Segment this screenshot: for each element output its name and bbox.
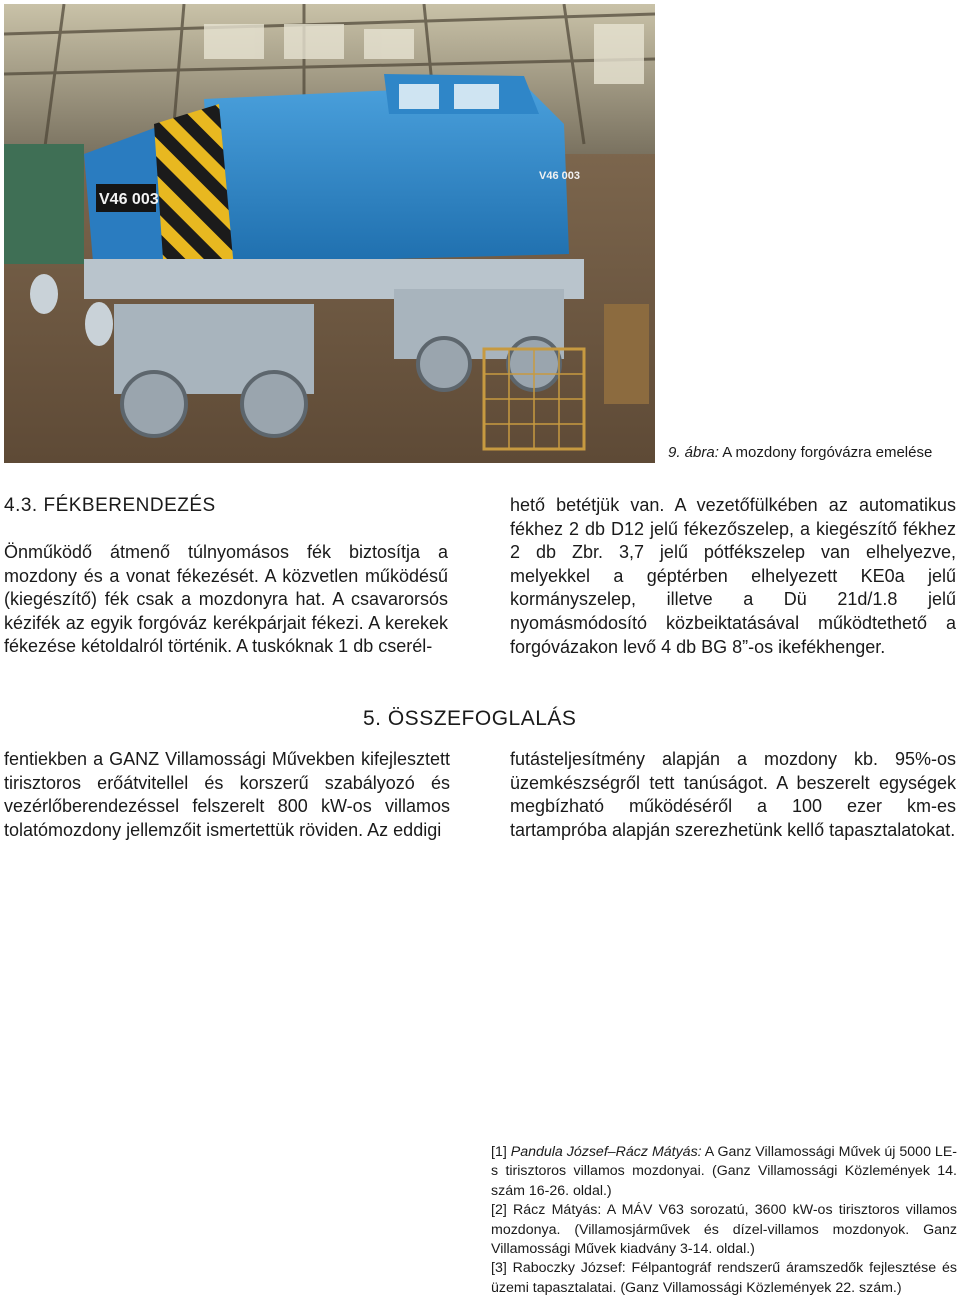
summary-text-right: futásteljesítmény alapján a mozdony kb. 95%-os üzemkészségről tett tanúságot. A beszerelt egységek megbízható működéséről a 100 ezer km-es tartampróba alapján szerezhetünk kellő tapasztalatokat. [510,749,956,840]
reference-item [491,1143,957,1201]
reference-authors: Pandula József–Rácz Mátyás: [510,1144,702,1160]
reference-text: A Ganz Villamossági Művek új 5000 LE-s tirisztoros villamos mozdonyai. (Ganz Villamossági Közlemények 14. szám 16-26. oldal.) [491,1144,958,1199]
figure-caption [668,444,958,461]
locomotive-photo [4,4,655,463]
reference-number: [2] [491,1202,514,1219]
reference-item [491,1201,957,1259]
summary-heading: 5. ÖSSZEFOGLALÁS [363,707,577,730]
loco-side-number: V46 003 [539,170,580,182]
brakes-heading: 4.3. FÉKBERENDEZÉS [4,495,216,516]
brakes-text-right: hető betétjük van. A vezetőfülkében az automatikus fékhez 2 db D12 jelű fékezőszelep, a kiegészítő fékhez 2 db Zbr. 3,7 jelű pótfékszelep van elhelyezve, melyekkel a géptérben elhelyezett KE0a jelű kormányszelep, illetve a Dü 21d/1.8 jelű nyomásmódosító közbeiktatásával működtethető a forgóvázakon levő 4 db BG 8”-os ikefékhenger. [510,495,956,657]
reference-item [491,1259,957,1298]
figure-caption-text: A mozdony forgóvázra emelése [718,444,933,461]
references-list [491,1143,957,1298]
reference-number: [3] [491,1260,513,1277]
loco-number-plate: V46 003 [99,191,159,208]
reference-text: Raboczky József: Félpantográf rendszerű áramszedők fejlesztése és üzemi tapasztalatai. (Ganz Villamossági Közlemények 22. szám.) [491,1260,957,1296]
reference-text: Rácz Mátyás: A MÁV V63 sorozatú, 3600 kW-os tirisztoros villamos mozdonya. (Villamosjárművek és dízel-villamos mozdonyok. Ganz Villamossági Művek kiadvány 3-14. oldal.) [491,1202,957,1258]
figure-caption-label: 9. ábra: [668,444,719,461]
reference-number: [1] [491,1144,511,1160]
summary-text-left: fentiekben a GANZ Villamossági Művekben kifejlesztett tirisztoros erőátvitellel és korszerű szabályozó és vezérlőberendezéssel felszerelt 800 kW-os villamos tolatómozdony jellemzőit ismertettük röviden. Az eddigi [4,749,450,840]
brakes-text-left: Önműködő átmenő túlnyomásos fék biztosítja a mozdony és a vonat fékezését. A közvetlen működésű (kiegészítő) fék csak a mozdonyra hat. A csavarorsós kézifék az egyik forgóváz kerékpárjait fékezi. A kerekek fékezése kétoldalról történik. A tuskóknak 1 db cserél- [4,542,448,657]
